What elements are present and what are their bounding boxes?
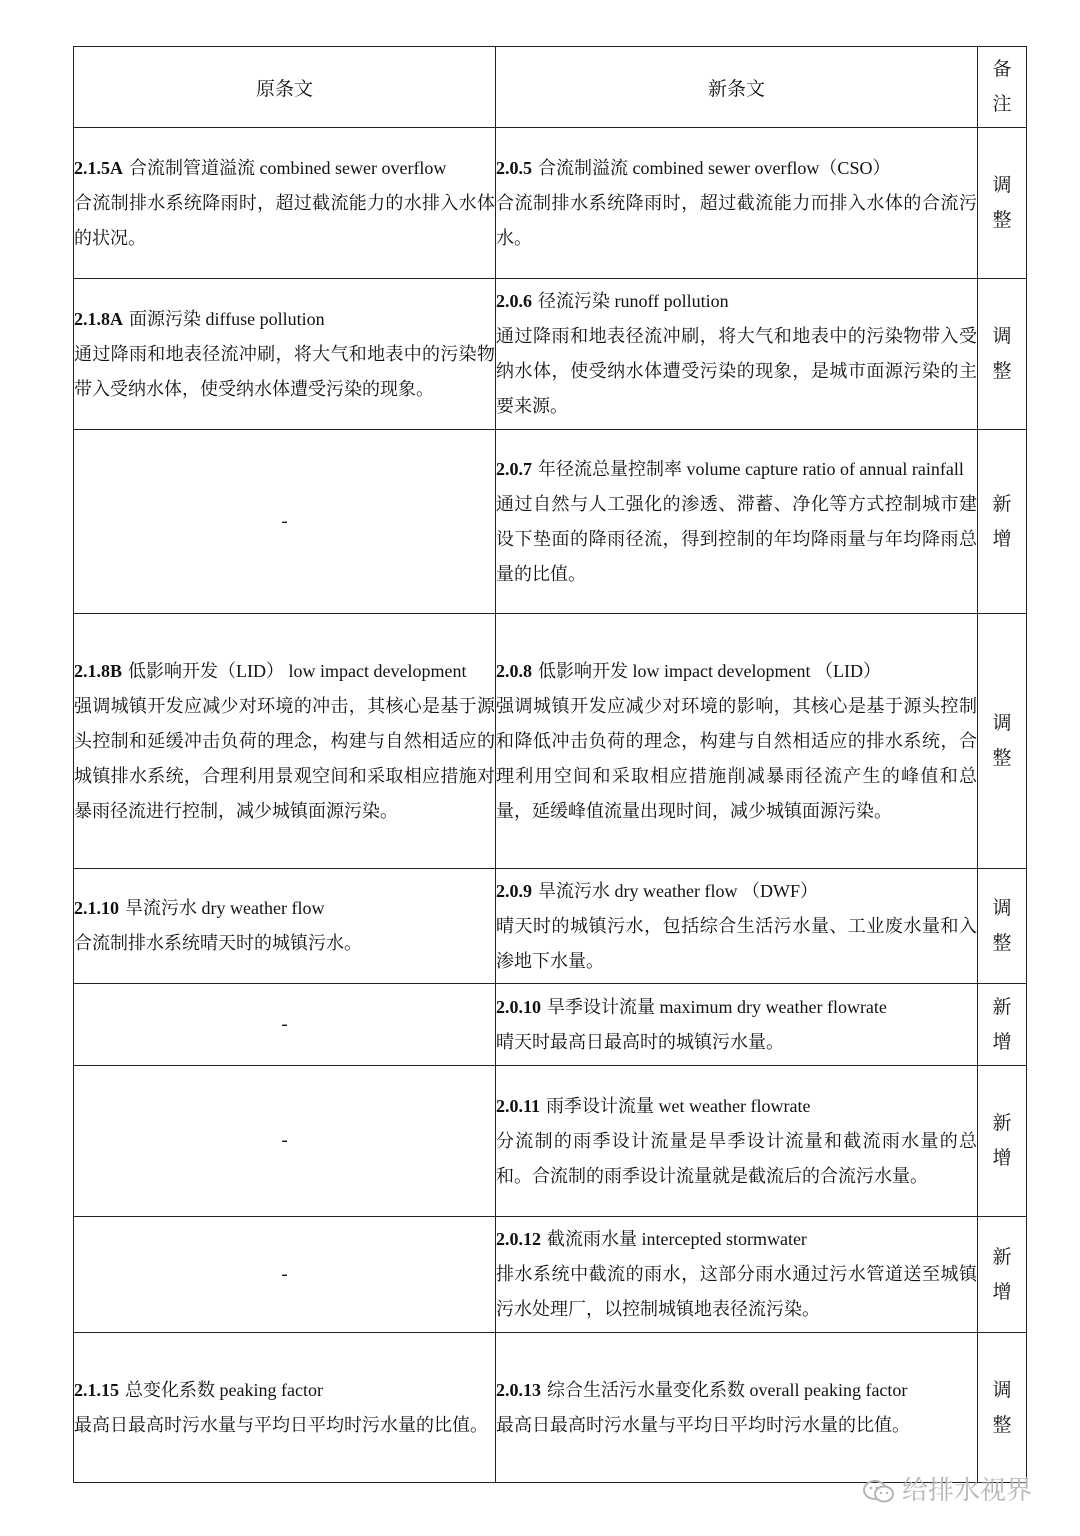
- clause-definition: 强调城镇开发应减少对环境的冲击，其核心是基于源头控制和延缓冲击负荷的理念，构建与自然相适应的城镇排水系统，合理利用景观空间和采取相应措施对暴雨径流进行控制，减少城镇面源污染。: [74, 695, 495, 821]
- header-original: 原条文: [74, 47, 496, 128]
- clause-term: 年径流总量控制率 volume capture ratio of annual rainfall: [538, 458, 964, 479]
- clause-term: 合流制管道溢流 combined sewer overflow: [129, 157, 447, 178]
- clause-code: 2.0.8: [496, 660, 532, 681]
- clause-term: 总变化系数 peaking factor: [125, 1379, 323, 1400]
- new-clause: [496, 279, 978, 430]
- remark-text: 调整: [992, 175, 1012, 231]
- clause-code: 2.0.10: [496, 996, 541, 1017]
- remark-text: 新增: [992, 1113, 1012, 1169]
- clause-term: 综合生活污水量变化系数 overall peaking factor: [547, 1379, 908, 1400]
- new-clause: [496, 1333, 978, 1483]
- clause-term: 截流雨水量 intercepted stormwater: [547, 1229, 807, 1249]
- clause-definition: 分流制的雨季设计流量是旱季设计流量和截流雨水量的总和。合流制的雨季设计流量就是截流后的合流污水量。: [496, 1130, 977, 1186]
- remark-cell: [978, 614, 1027, 869]
- original-clause-empty: -: [74, 1066, 496, 1217]
- table-row: [74, 279, 1027, 430]
- clause-term: 雨季设计流量 wet weather flowrate: [546, 1095, 811, 1116]
- clause-term: 旱流污水 dry weather flow （DWF）: [538, 880, 818, 901]
- header-remark: [978, 47, 1027, 128]
- new-clause: [496, 1217, 978, 1333]
- clause-definition: 通过降雨和地表径流冲刷，将大气和地表中的污染物带入受纳水体，使受纳水体遭受污染的现象。: [74, 343, 495, 399]
- clause-term: 径流污染 runoff pollution: [538, 291, 729, 311]
- original-clause: [74, 869, 496, 984]
- clause-term: 旱季设计流量 maximum dry weather flowrate: [547, 996, 887, 1017]
- comparison-table: [73, 46, 1027, 1483]
- original-clause: [74, 279, 496, 430]
- clause-code: 2.1.8B: [74, 660, 123, 681]
- remark-cell: [978, 1217, 1027, 1333]
- original-clause: [74, 614, 496, 869]
- table-row: [74, 430, 1027, 614]
- remark-cell: [978, 869, 1027, 984]
- remark-cell: [978, 984, 1027, 1066]
- wechat-icon: [862, 1479, 896, 1505]
- clause-code: 2.0.12: [496, 1229, 541, 1249]
- clause-term: 低影响开发 low impact development （LID）: [538, 660, 881, 681]
- remark-cell: [978, 1066, 1027, 1217]
- clause-code: 2.0.7: [496, 458, 532, 479]
- new-clause: [496, 869, 978, 984]
- original-clause-empty: -: [74, 430, 496, 614]
- clause-definition: 强调城镇开发应减少对环境的影响，其核心是基于源头控制和降低冲击负荷的理念，构建与自然相适应的排水系统，合理利用空间和采取相应措施削减暴雨径流产生的峰值和总量，延缓峰值流量出现时间，减少城镇面源污染。: [496, 695, 977, 821]
- clause-definition: 排水系统中截流的雨水，这部分雨水通过污水管道送至城镇污水处理厂，以控制城镇地表径流污染。: [496, 1264, 977, 1319]
- clause-code: 2.0.6: [496, 291, 532, 311]
- clause-definition: 合流制排水系统晴天时的城镇污水。: [74, 933, 362, 953]
- clause-code: 2.0.13: [496, 1379, 541, 1400]
- clause-code: 2.0.9: [496, 880, 532, 901]
- table-row: [74, 1066, 1027, 1217]
- clause-code: 2.0.5: [496, 157, 532, 178]
- clause-definition: 通过自然与人工强化的渗透、滞蓄、净化等方式控制城市建设下垫面的降雨径流，得到控制的年均降雨量与年均降雨总量的比值。: [496, 493, 977, 584]
- clause-term: 低影响开发（LID） low impact development: [128, 660, 467, 681]
- clause-term: 合流制溢流 combined sewer overflow（CSO）: [538, 157, 891, 178]
- original-clause: [74, 128, 496, 279]
- remark-text: 调整: [992, 713, 1012, 769]
- remark-cell: [978, 279, 1027, 430]
- clause-definition: 合流制排水系统降雨时，超过截流能力而排入水体的合流污水。: [496, 192, 977, 248]
- clause-definition: 合流制排水系统降雨时，超过截流能力的水排入水体的状况。: [74, 192, 495, 248]
- original-clause: [74, 1333, 496, 1483]
- remark-text: 新增: [992, 493, 1012, 550]
- new-clause: [496, 1066, 978, 1217]
- remark-text: 新增: [992, 1246, 1012, 1303]
- remark-cell: [978, 430, 1027, 614]
- clause-code: 2.1.10: [74, 898, 119, 918]
- table-row: [74, 869, 1027, 984]
- clause-term: 旱流污水 dry weather flow: [125, 898, 325, 918]
- remark-text: 调整: [992, 1379, 1012, 1436]
- table-row: [74, 984, 1027, 1066]
- header-row: [74, 47, 1027, 128]
- clause-code: 2.1.15: [74, 1379, 119, 1400]
- table-row: [74, 1333, 1027, 1483]
- remark-text: 调整: [992, 898, 1012, 954]
- new-clause: [496, 430, 978, 614]
- remark-cell: [978, 128, 1027, 279]
- original-clause-empty: -: [74, 984, 496, 1066]
- clause-code: 2.1.8A: [74, 308, 123, 329]
- table-row: [74, 128, 1027, 279]
- new-clause: [496, 128, 978, 279]
- original-clause-empty: -: [74, 1217, 496, 1333]
- remark-cell: [978, 1333, 1027, 1483]
- table-row: [74, 1217, 1027, 1333]
- clause-definition: 晴天时最高日最高时的城镇污水量。: [496, 1031, 784, 1052]
- remark-text: 新增: [992, 996, 1012, 1053]
- watermark-text: 给排水视界: [902, 1476, 1033, 1506]
- clause-term: 面源污染 diffuse pollution: [129, 308, 325, 329]
- remark-text: 调整: [992, 326, 1012, 382]
- new-clause: [496, 984, 978, 1066]
- table-row: [74, 614, 1027, 869]
- clause-code: 2.1.5A: [74, 157, 123, 178]
- new-clause: [496, 614, 978, 869]
- watermark: [862, 1470, 1032, 1507]
- clause-definition: 通过降雨和地表径流冲刷，将大气和地表中的污染物带入受纳水体，使受纳水体遭受污染的现象，是城市面源污染的主要来源。: [496, 326, 977, 416]
- clause-definition: 最高日最高时污水量与平均日平均时污水量的比值。: [74, 1414, 488, 1435]
- clause-code: 2.0.11: [496, 1095, 541, 1116]
- clause-definition: 晴天时的城镇污水，包括综合生活污水量、工业废水量和入渗地下水量。: [496, 915, 977, 971]
- header-remark-text: 备注: [992, 59, 1012, 115]
- clause-definition: 最高日最高时污水量与平均日平均时污水量的比值。: [496, 1414, 910, 1435]
- header-new: 新条文: [496, 47, 978, 128]
